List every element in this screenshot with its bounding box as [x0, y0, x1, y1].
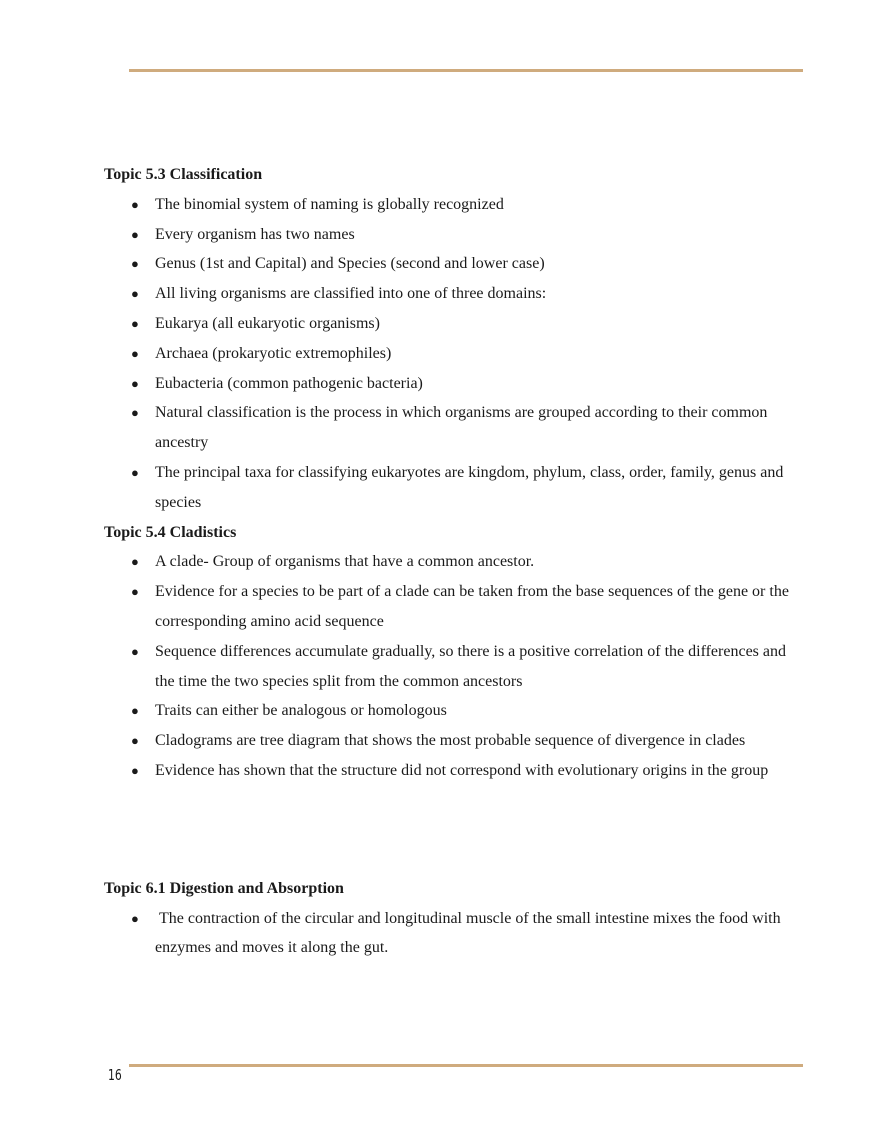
bullet-icon: ●: [131, 405, 139, 421]
footer-rule: [129, 1064, 803, 1067]
header-rule: [129, 69, 803, 72]
bullet-icon: ●: [131, 643, 139, 659]
bullet-icon: ●: [131, 554, 139, 570]
bullet-icon: ●: [131, 910, 139, 926]
list-item: ● Natural classification is the process in which organisms are grouped according to their common ancestry: [104, 398, 794, 458]
list-item: ● Every organism has two names: [104, 220, 794, 250]
bullet-icon: ●: [131, 762, 139, 778]
list-item: ● All living organisms are classified into one of three domains:: [104, 279, 794, 309]
bullet-icon: ●: [131, 286, 139, 302]
list-item: ● Evidence for a species to be part of a clade can be taken from the base sequences of the gene or the corresponding amino acid sequence: [104, 577, 794, 637]
bullet-list: [104, 190, 794, 518]
section-title: Topic 5.3 Classification: [104, 166, 263, 183]
section-title: Topic 5.4 Cladistics: [104, 523, 237, 541]
list-item: ● The principal taxa for classifying eukaryotes are kingdom, phylum, class, order, family, genus and species: [104, 458, 794, 518]
bullet-icon: ●: [131, 196, 139, 212]
list-item: ● Eubacteria (common pathogenic bacteria): [104, 369, 794, 399]
section-title: Topic 6.1 Digestion and Absorption: [104, 879, 344, 897]
list-item: ● A clade- Group of organisms that have a common ancestor.: [104, 547, 794, 577]
list-item: ● Archaea (prokaryotic extremophiles): [104, 339, 794, 369]
list-item: ● The binomial system of naming is globally recognized: [104, 190, 794, 220]
bullet-icon: ●: [131, 584, 139, 600]
list-item: ● Sequence differences accumulate gradually, so there is a positive correlation of the differences and the time the two species split from the common ancestors: [104, 637, 794, 697]
bullet-list: [104, 547, 794, 785]
bullet-icon: ●: [131, 703, 139, 719]
bullet-icon: ●: [131, 315, 139, 331]
section-gap: [104, 786, 794, 874]
bullet-icon: ●: [131, 733, 139, 749]
bullet-icon: ●: [131, 375, 139, 391]
list-item: ● Genus (1st and Capital) and Species (second and lower case): [104, 249, 794, 279]
page-content: [104, 160, 794, 963]
bullet-icon: ●: [131, 464, 139, 480]
bullet-icon: ●: [131, 345, 139, 361]
page-number: 16: [108, 1066, 122, 1084]
list-item: ● Cladograms are tree diagram that shows the most probable sequence of divergence in clades: [104, 726, 794, 756]
bullet-icon: ●: [131, 256, 139, 272]
bullet-list: [104, 904, 794, 964]
list-item: ● The contraction of the circular and longitudinal muscle of the small intestine mixes the food with enzymes and moves it along the gut.: [104, 904, 794, 964]
list-item: ● Evidence has shown that the structure did not correspond with evolutionary origins in the group: [104, 756, 794, 786]
list-item: ● Traits can either be analogous or homologous: [104, 696, 794, 726]
list-item: ● Eukarya (all eukaryotic organisms): [104, 309, 794, 339]
bullet-icon: ●: [131, 226, 139, 242]
